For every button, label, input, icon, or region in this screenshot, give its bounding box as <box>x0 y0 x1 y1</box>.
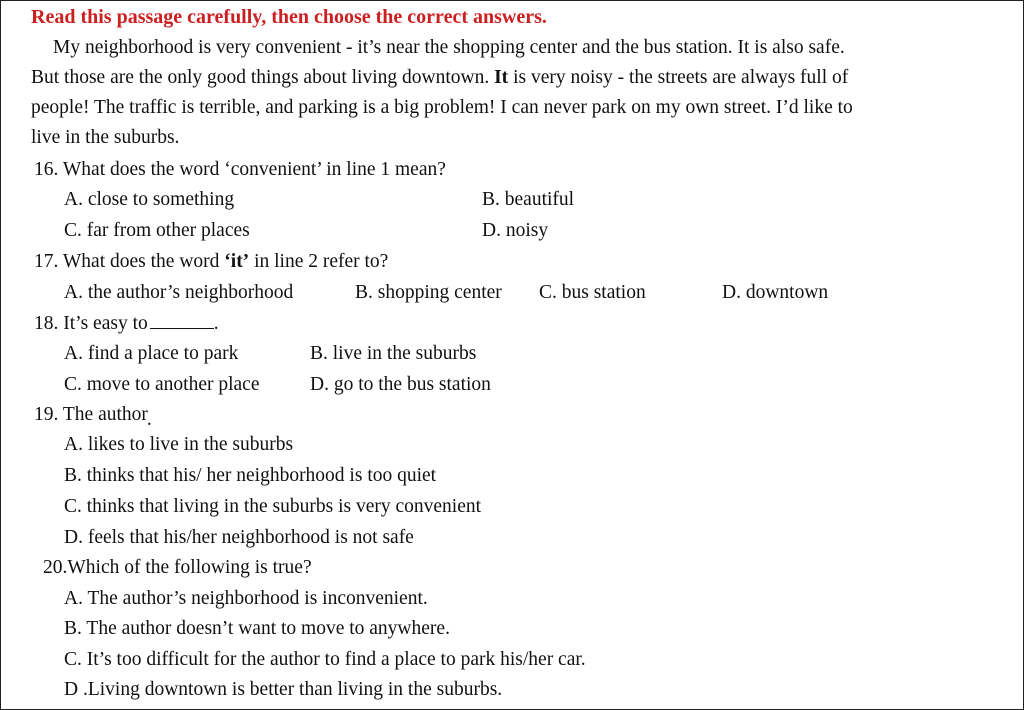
question-20-option-d: D .Living downtown is better than living in the suburbs. <box>64 679 503 700</box>
question-17-stem-end: in line 2 refer to? <box>254 251 389 272</box>
passage-line-2-end: is very noisy - the streets are always full of <box>513 67 849 88</box>
passage-line-3: people! The traffic is terrible, and parking is a big problem! I can never park on my own street. I’d like to <box>31 97 853 118</box>
question-19-stem <box>34 404 152 430</box>
question-16-option-a: A. close to something <box>64 189 235 210</box>
question-18-option-b: B. live in the suburbs <box>310 343 477 364</box>
question-20-option-c: C. It’s too difficult for the author to find a place to park his/her car. <box>64 649 586 670</box>
question-17-stem <box>34 252 388 272</box>
question-18-option-c: C. move to another place <box>64 374 260 395</box>
instruction-title: Read this passage carefully, then choose the correct answers. <box>31 6 547 28</box>
question-18-option-d: D. go to the bus station <box>310 374 491 395</box>
question-17-option-b: B. shopping center <box>355 282 502 303</box>
question-17-stem-start: 17. What does the word <box>34 251 220 272</box>
question-17-option-a: A. the author’s neighborhood <box>64 282 294 303</box>
question-17-option-d: D. downtown <box>722 282 829 303</box>
passage-line-2-start: But those are the only good things about living downtown. <box>31 67 490 88</box>
question-16-stem: 16. What does the word ‘convenient’ in line 1 mean? <box>34 159 446 180</box>
question-20-stem: 20.Which of the following is true? <box>43 557 312 578</box>
question-18-stem-end: . <box>213 313 219 334</box>
passage-line-4: live in the suburbs. <box>31 127 180 148</box>
answer-blank <box>150 314 214 329</box>
question-19-option-b: B. thinks that his/ her neighborhood is too quiet <box>64 465 437 486</box>
question-18-option-a: A. find a place to park <box>64 343 239 364</box>
question-19-option-c: C. thinks that living in the suburbs is very convenient <box>64 496 482 517</box>
passage-bold-it: It <box>494 67 509 88</box>
question-18-stem <box>34 314 219 334</box>
question-17-bold-it: ‘it’ <box>224 251 250 272</box>
passage-line-1: My neighborhood is very convenient - it’s near the shopping center and the bus station. It is also safe. <box>53 37 845 58</box>
question-20-option-a: A. The author’s neighborhood is inconvenient. <box>64 588 428 609</box>
question-16-option-d: D. noisy <box>482 220 549 241</box>
question-19-option-a: A. likes to live in the suburbs <box>64 434 294 455</box>
question-19-stem-start: 19. The author <box>34 404 147 425</box>
question-16-option-c: C. far from other places <box>64 220 250 241</box>
question-20-option-b: B. The author doesn’t want to move to anywhere. <box>64 618 450 639</box>
question-16-option-b: B. beautiful <box>482 189 575 210</box>
question-18-stem-start: 18. It’s easy to <box>34 313 148 334</box>
question-19-option-d: D. feels that his/her neighborhood is not safe <box>64 527 414 548</box>
question-17-option-c: C. bus station <box>539 282 646 303</box>
passage-line-2 <box>31 68 848 88</box>
question-19-stem-end: . <box>146 409 152 430</box>
